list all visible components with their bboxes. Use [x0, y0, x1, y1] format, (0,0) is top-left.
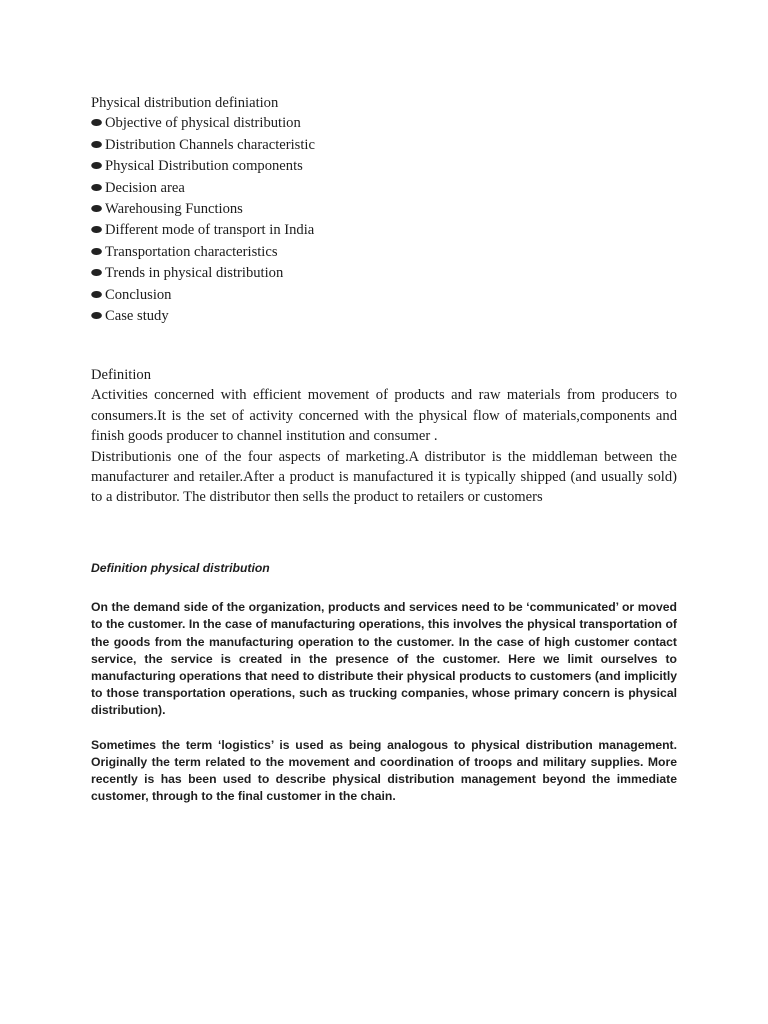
- bullet-icon: ⬬: [91, 266, 103, 282]
- outline-list: [91, 93, 691, 327]
- outline-item: ⬬ Warehousing Functions: [91, 199, 691, 220]
- bullet-icon: ⬬: [91, 137, 103, 153]
- definition-paragraph: Distributionis one of the four aspects of marketing.A distributor is the middleman between the manufacturer and retailer.After a product is manufactured it is typically shipped (and usually sold) to a distributor. The distributor then sells the product to retailers or customers: [91, 448, 677, 506]
- outline-item: ⬬ Objective of physical distribution: [91, 113, 691, 134]
- physical-definition-heading: Definition physical distribution: [91, 561, 270, 575]
- outline-item: ⬬ Conclusion: [91, 285, 691, 306]
- bullet-icon: ⬬: [91, 223, 103, 239]
- bullet-icon: ⬬: [91, 244, 103, 260]
- bullet-icon: ⬬: [91, 159, 103, 175]
- bullet-icon: ⬬: [91, 202, 103, 218]
- outline-item: ⬬ Decision area: [91, 178, 691, 199]
- outline-item: ⬬ Case study: [91, 306, 691, 327]
- outline-item: ⬬ Trends in physical distribution: [91, 263, 691, 284]
- outline-item: ⬬ Different mode of transport in India: [91, 220, 691, 241]
- physical-definition-paragraph: Sometimes the term ‘logistics’ is used as being analogous to physical distribution management. Originally the term related to the movement and coordination of troops and military supplies. More recently is has been used to describe physical distribution management beyond the immediate customer, through to the final customer in the chain.: [91, 737, 677, 804]
- definition-heading: Definition: [91, 367, 151, 383]
- physical-definition-section: [91, 560, 677, 805]
- outline-item: ⬬ Transportation characteristics: [91, 242, 691, 263]
- bullet-icon: ⬬: [91, 309, 103, 325]
- physical-definition-paragraph: On the demand side of the organization, products and services need to be ‘communicated’ or moved to the customer. In the case of manufacturing operations, this involves the physical transportation of the goods from the manufacturing operation to the customer. In the case of high customer contact service, the service is created in the presence of the customer. Here we limit ourselves to manufacturing operations that need to distribute their physical products to customers (and implicitly to those transportation operations, such as trucking companies, whose primary concern is physical distribution).: [91, 600, 677, 718]
- outline-item: ⬬ Distribution Channels characteristic: [91, 135, 691, 156]
- definition-paragraph: Activities concerned with efficient movement of products and raw materials from producers to consumers.It is the set of activity concerned with the physical flow of materials,components and finish goods producer to channel institution and consumer .: [91, 387, 677, 445]
- outline-title: Physical distribution definiation: [91, 95, 279, 111]
- bullet-icon: ⬬: [91, 116, 103, 132]
- definition-section: [91, 365, 677, 508]
- bullet-icon: ⬬: [91, 287, 103, 303]
- outline-item: ⬬ Physical Distribution components: [91, 156, 691, 177]
- bullet-icon: ⬬: [91, 180, 103, 196]
